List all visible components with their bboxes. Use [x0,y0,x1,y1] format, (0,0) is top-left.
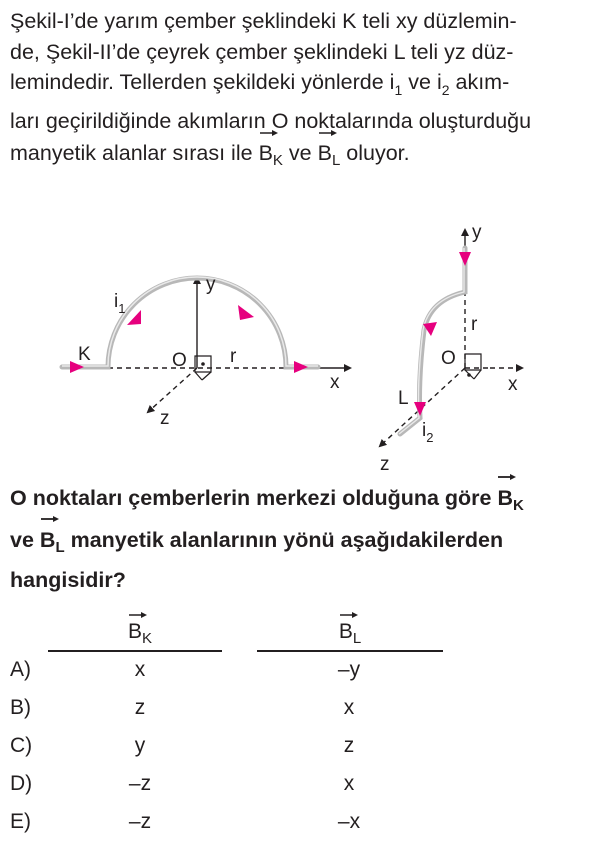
wire-l-label: L [398,388,409,409]
column-header-bk: $B_K$ [115,618,165,647]
vector-bk: $B_K$ [497,480,523,522]
vector-arrow-icon [339,611,359,619]
current-i2: $i_2$ [436,70,450,99]
text-line-4: ları geçirildiğinde akımların O noktalarında oluşturduğu [10,108,532,133]
column-header-bl: $B_L$ [325,618,375,647]
answer-table: $B_K$ $B_L$ A) x –y B) z x C) y z D) –z x E) –z –x [0,0,607,850]
header-rule [48,650,222,652]
origin-label: O [172,350,187,371]
text-line-1: Şekil-I’de yarım çember şeklindeki K teli xy düzlemin- [10,9,517,33]
y-axis-label: y [472,222,482,243]
vector-bl: $B_L$ [40,522,65,564]
radius-label: r [471,314,478,335]
z-axis-label: z [160,408,170,429]
header-rule [257,650,443,652]
current-i1-label: $i_1$ [114,291,126,316]
origin-label: O [441,348,456,369]
radius-label: r [230,346,237,367]
question-line-3: hangisidir? [10,568,126,592]
text-line-5: manyetik alanlar sırası ile $B_K$ ve $B_L$ oluyor. [10,136,595,177]
vector-arrow-icon [128,611,148,619]
x-axis-label: x [330,372,340,393]
x-axis-label: x [508,374,518,395]
current-i2-label: $i_2$ [422,420,434,445]
text-line-3: lemindedir. Tellerden şekildeki yönlerde $i_1$ ve $i_2$ akım- [10,70,510,99]
z-axis-label: z [380,454,390,475]
wire-k-label: K [78,344,91,365]
current-i1: $i_1$ [389,70,403,99]
vector-bk: $B_K$ [259,136,283,177]
y-axis-label: y [206,274,216,295]
question-line-2: ve $B_L$ manyetik alanlarının yönü aşağıdakilerden [10,522,595,564]
question-line-1: O noktaları çemberlerin merkezi olduğuna göre $B_K$ [10,480,595,522]
vector-bl: $B_L$ [318,136,341,177]
text-line-2: de, Şekil-II’de çeyrek çember şeklindeki L teli yz düz- [10,39,514,64]
